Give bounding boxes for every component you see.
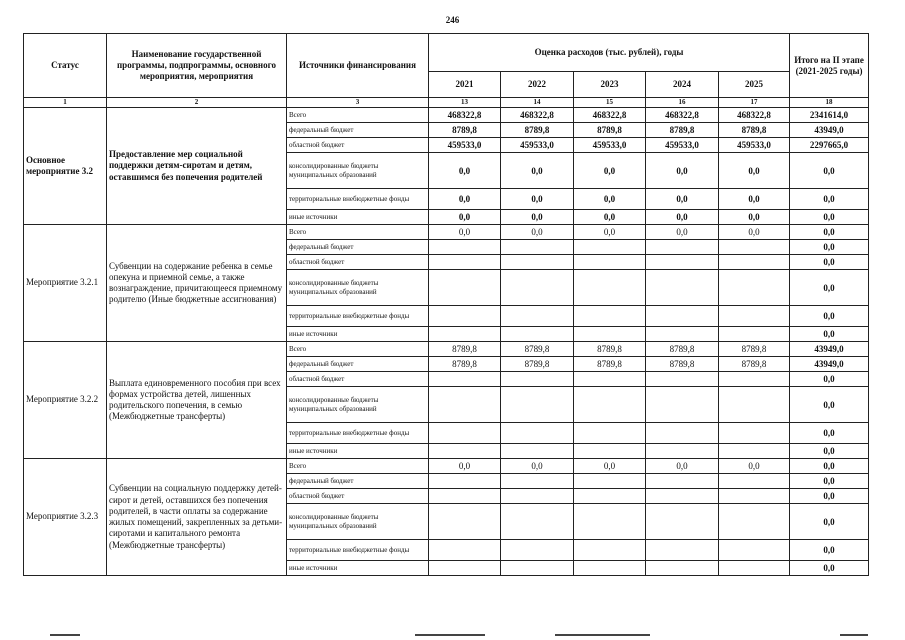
total-value-cell: 0,0 [790, 306, 869, 327]
year-value-cell [429, 306, 501, 327]
year-value-cell [501, 540, 574, 561]
header-year: 2022 [501, 72, 574, 98]
year-value-cell [719, 240, 790, 255]
year-value-cell [501, 489, 574, 504]
year-value-cell [574, 540, 646, 561]
year-value-cell: 0,0 [646, 189, 719, 210]
funding-source-cell: территориальные внебюджетные фонды [287, 540, 429, 561]
funding-source-cell: консолидированные бюджеты муниципальных образований [287, 387, 429, 423]
year-value-cell [646, 255, 719, 270]
year-value-cell: 8789,8 [574, 357, 646, 372]
total-value-cell: 0,0 [790, 225, 869, 240]
year-value-cell [429, 444, 501, 459]
year-value-cell: 8789,8 [501, 357, 574, 372]
year-value-cell: 0,0 [574, 225, 646, 240]
status-cell: Мероприятие 3.2.1 [24, 225, 107, 342]
total-value-cell: 2297665,0 [790, 138, 869, 153]
year-value-cell: 8789,8 [429, 123, 501, 138]
column-number: 17 [719, 98, 790, 108]
year-value-cell: 0,0 [646, 459, 719, 474]
funding-source-cell: территориальные внебюджетные фонды [287, 189, 429, 210]
year-value-cell [646, 561, 719, 576]
total-value-cell: 0,0 [790, 189, 869, 210]
year-value-cell [719, 423, 790, 444]
year-value-cell [501, 255, 574, 270]
funding-source-cell: областной бюджет [287, 489, 429, 504]
column-number: 16 [646, 98, 719, 108]
year-value-cell: 468322,8 [501, 108, 574, 123]
year-value-cell: 0,0 [501, 153, 574, 189]
header-total: Итого на II этапе (2021-2025 годы) [790, 34, 869, 98]
year-value-cell [501, 270, 574, 306]
funding-source-cell: территориальные внебюджетные фонды [287, 423, 429, 444]
status-cell: Мероприятие 3.2.3 [24, 459, 107, 576]
year-value-cell: 0,0 [574, 459, 646, 474]
column-number: 14 [501, 98, 574, 108]
year-value-cell [501, 327, 574, 342]
year-value-cell: 0,0 [429, 189, 501, 210]
year-value-cell [574, 372, 646, 387]
year-value-cell: 8789,8 [646, 342, 719, 357]
year-value-cell [429, 387, 501, 423]
year-value-cell: 0,0 [574, 210, 646, 225]
year-value-cell [719, 474, 790, 489]
year-value-cell: 0,0 [429, 210, 501, 225]
funding-source-cell: иные источники [287, 561, 429, 576]
header-sources: Источники финансирования [287, 34, 429, 98]
year-value-cell [719, 540, 790, 561]
year-value-cell [646, 489, 719, 504]
year-value-cell: 8789,8 [501, 123, 574, 138]
header-year: 2025 [719, 72, 790, 98]
year-value-cell [574, 270, 646, 306]
total-value-cell: 0,0 [790, 372, 869, 387]
year-value-cell [719, 387, 790, 423]
funding-source-cell: Всего [287, 459, 429, 474]
funding-source-cell: Всего [287, 225, 429, 240]
year-value-cell: 459533,0 [429, 138, 501, 153]
total-value-cell: 0,0 [790, 504, 869, 540]
header-year: 2021 [429, 72, 501, 98]
funding-source-cell: федеральный бюджет [287, 357, 429, 372]
funding-source-cell: Всего [287, 342, 429, 357]
year-value-cell [719, 270, 790, 306]
year-value-cell [574, 306, 646, 327]
year-value-cell [501, 372, 574, 387]
year-value-cell: 8789,8 [574, 123, 646, 138]
year-value-cell: 459533,0 [719, 138, 790, 153]
year-value-cell [429, 504, 501, 540]
funding-source-cell: областной бюджет [287, 255, 429, 270]
funding-source-cell: иные источники [287, 327, 429, 342]
year-value-cell [574, 489, 646, 504]
year-value-cell: 0,0 [646, 153, 719, 189]
year-value-cell: 0,0 [719, 459, 790, 474]
funding-source-cell: консолидированные бюджеты муниципальных образований [287, 270, 429, 306]
status-cell: Основное мероприятие 3.2 [24, 108, 107, 225]
year-value-cell [574, 387, 646, 423]
year-value-cell [501, 561, 574, 576]
funding-source-cell: областной бюджет [287, 372, 429, 387]
total-value-cell: 0,0 [790, 153, 869, 189]
total-value-cell: 0,0 [790, 540, 869, 561]
year-value-cell [646, 372, 719, 387]
table-row [24, 459, 869, 474]
funding-source-cell: федеральный бюджет [287, 240, 429, 255]
header-status: Статус [24, 34, 107, 98]
funding-source-cell: Всего [287, 108, 429, 123]
year-value-cell [574, 255, 646, 270]
year-value-cell [646, 474, 719, 489]
header-year: 2023 [574, 72, 646, 98]
year-value-cell [574, 327, 646, 342]
year-value-cell [646, 423, 719, 444]
bottom-rule [555, 634, 650, 636]
year-value-cell [646, 504, 719, 540]
total-value-cell: 0,0 [790, 270, 869, 306]
year-value-cell: 8789,8 [429, 357, 501, 372]
status-cell: Мероприятие 3.2.2 [24, 342, 107, 459]
total-value-cell: 0,0 [790, 327, 869, 342]
bottom-rule [415, 634, 485, 636]
funding-source-cell: областной бюджет [287, 138, 429, 153]
bottom-rule [50, 634, 80, 636]
year-value-cell [501, 474, 574, 489]
year-value-cell [429, 327, 501, 342]
year-value-cell: 8789,8 [646, 123, 719, 138]
year-value-cell [646, 327, 719, 342]
table-row [24, 342, 869, 357]
funding-source-cell: иные источники [287, 444, 429, 459]
funding-source-cell: федеральный бюджет [287, 123, 429, 138]
table-row [24, 225, 869, 240]
year-value-cell: 0,0 [501, 459, 574, 474]
year-value-cell [574, 561, 646, 576]
year-value-cell: 0,0 [501, 210, 574, 225]
year-value-cell [501, 240, 574, 255]
year-value-cell [719, 561, 790, 576]
budget-table [23, 33, 869, 576]
year-value-cell: 0,0 [719, 225, 790, 240]
total-value-cell: 0,0 [790, 387, 869, 423]
year-value-cell [574, 474, 646, 489]
funding-source-cell: иные источники [287, 210, 429, 225]
year-value-cell: 0,0 [646, 210, 719, 225]
year-value-cell [501, 504, 574, 540]
funding-source-cell: территориальные внебюджетные фонды [287, 306, 429, 327]
year-value-cell [429, 423, 501, 444]
year-value-cell [574, 423, 646, 444]
program-name-cell: Выплата единовременного пособия при всех формах устройства детей, лишенных родительского попечения, в семью (Межбюджетные трансферты) [107, 342, 287, 459]
year-value-cell [719, 372, 790, 387]
year-value-cell [646, 240, 719, 255]
year-value-cell: 459533,0 [501, 138, 574, 153]
year-value-cell [429, 540, 501, 561]
year-value-cell [719, 489, 790, 504]
funding-source-cell: консолидированные бюджеты муниципальных образований [287, 153, 429, 189]
year-value-cell [429, 240, 501, 255]
year-value-cell: 8789,8 [574, 342, 646, 357]
year-value-cell [429, 474, 501, 489]
year-value-cell: 468322,8 [646, 108, 719, 123]
year-value-cell [646, 306, 719, 327]
year-value-cell: 459533,0 [574, 138, 646, 153]
bottom-rule [840, 634, 868, 636]
column-number: 13 [429, 98, 501, 108]
year-value-cell [501, 306, 574, 327]
year-value-cell: 8789,8 [719, 342, 790, 357]
table-row [24, 108, 869, 123]
year-value-cell: 0,0 [429, 459, 501, 474]
year-value-cell: 8789,8 [501, 342, 574, 357]
column-number: 18 [790, 98, 869, 108]
total-value-cell: 43949,0 [790, 342, 869, 357]
year-value-cell: 0,0 [719, 153, 790, 189]
year-value-cell: 0,0 [501, 189, 574, 210]
header-year: 2024 [646, 72, 719, 98]
year-value-cell [429, 372, 501, 387]
year-value-cell [501, 423, 574, 444]
year-value-cell: 0,0 [574, 153, 646, 189]
year-value-cell [501, 444, 574, 459]
column-number: 1 [24, 98, 107, 108]
year-value-cell [574, 504, 646, 540]
total-value-cell: 0,0 [790, 423, 869, 444]
year-value-cell: 8789,8 [429, 342, 501, 357]
total-value-cell: 0,0 [790, 459, 869, 474]
year-value-cell [574, 444, 646, 459]
year-value-cell: 0,0 [719, 210, 790, 225]
program-name-cell: Субвенции на содержание ребенка в семье опекуна и приемной семье, а также вознаграждение, причитающееся приемному родителю (Иные бюджетные ассигнования) [107, 225, 287, 342]
total-value-cell: 0,0 [790, 444, 869, 459]
year-value-cell [719, 504, 790, 540]
year-value-cell [429, 561, 501, 576]
column-number: 3 [287, 98, 429, 108]
year-value-cell [646, 270, 719, 306]
year-value-cell [429, 489, 501, 504]
header-estimate: Оценка расходов (тыс. рублей), годы [429, 34, 790, 72]
year-value-cell [429, 255, 501, 270]
year-value-cell: 0,0 [574, 189, 646, 210]
year-value-cell: 0,0 [646, 225, 719, 240]
year-value-cell [719, 255, 790, 270]
year-value-cell: 468322,8 [574, 108, 646, 123]
year-value-cell: 459533,0 [646, 138, 719, 153]
year-value-cell: 0,0 [719, 189, 790, 210]
year-value-cell [646, 387, 719, 423]
year-value-cell: 8789,8 [646, 357, 719, 372]
total-value-cell: 0,0 [790, 255, 869, 270]
year-value-cell [719, 444, 790, 459]
header-program-name: Наименование государственной программы, подпрограммы, основного мероприятия, мероприятия [107, 34, 287, 98]
year-value-cell: 8789,8 [719, 123, 790, 138]
total-value-cell: 0,0 [790, 240, 869, 255]
total-value-cell: 0,0 [790, 489, 869, 504]
year-value-cell: 468322,8 [429, 108, 501, 123]
total-value-cell: 2341614,0 [790, 108, 869, 123]
funding-source-cell: консолидированные бюджеты муниципальных образований [287, 504, 429, 540]
year-value-cell [501, 387, 574, 423]
year-value-cell [429, 270, 501, 306]
year-value-cell [719, 306, 790, 327]
column-number: 2 [107, 98, 287, 108]
page-number: 246 [445, 15, 460, 25]
column-number: 15 [574, 98, 646, 108]
year-value-cell: 8789,8 [719, 357, 790, 372]
total-value-cell: 0,0 [790, 474, 869, 489]
year-value-cell [646, 540, 719, 561]
year-value-cell: 0,0 [429, 153, 501, 189]
total-value-cell: 43949,0 [790, 123, 869, 138]
year-value-cell [646, 444, 719, 459]
year-value-cell [574, 240, 646, 255]
program-name-cell: Предоставление мер социальной поддержки детям-сиротам и детям, оставшимся без попечения родителей [107, 108, 287, 225]
year-value-cell: 468322,8 [719, 108, 790, 123]
total-value-cell: 43949,0 [790, 357, 869, 372]
total-value-cell: 0,0 [790, 561, 869, 576]
year-value-cell: 0,0 [501, 225, 574, 240]
program-name-cell: Субвенции на социальную поддержку детей-сирот и детей, оставшихся без попечения родителей, в части оплаты за содержание жилых помещений, закрепленных за детьми-сиротами и капитального ремонта (Межбюджетные трансферты) [107, 459, 287, 576]
funding-source-cell: федеральный бюджет [287, 474, 429, 489]
year-value-cell: 0,0 [429, 225, 501, 240]
year-value-cell [719, 327, 790, 342]
total-value-cell: 0,0 [790, 210, 869, 225]
